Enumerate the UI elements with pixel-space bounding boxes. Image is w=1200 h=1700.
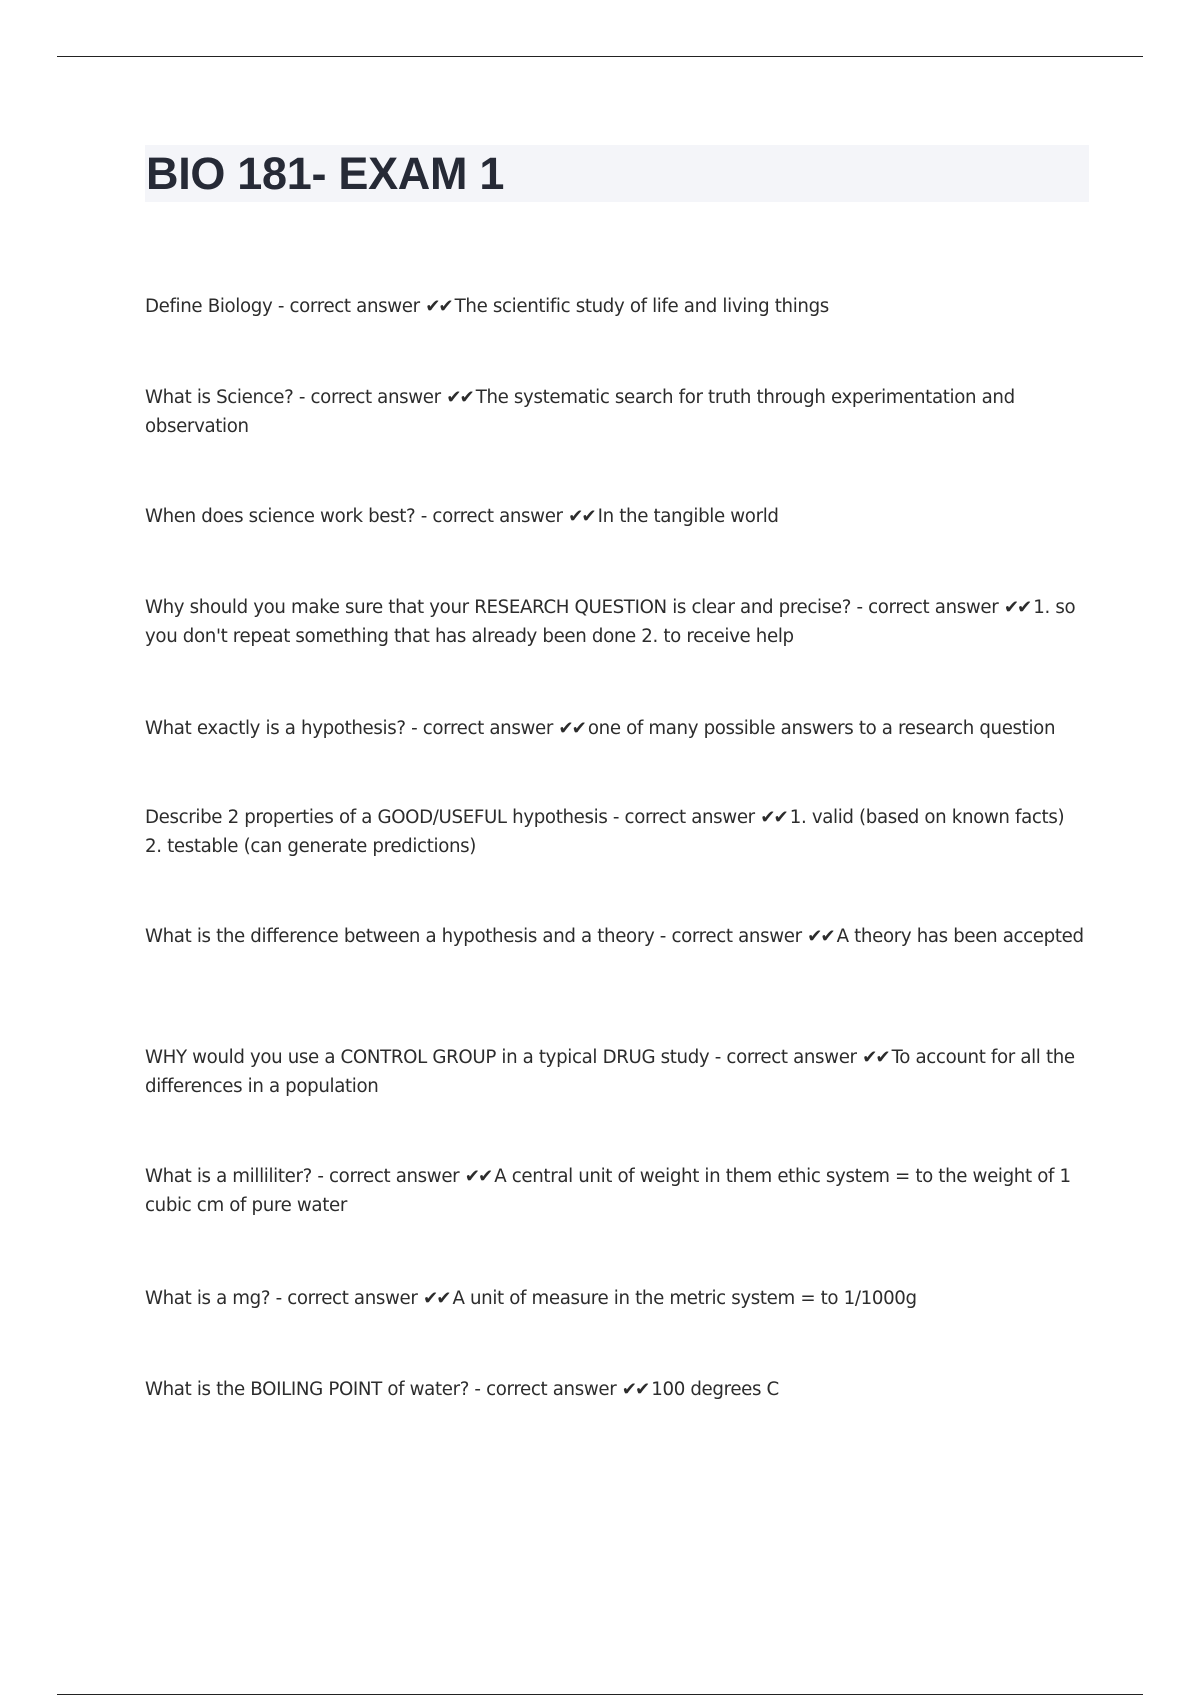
qa-item: Define Biology - correct answer ✔✔ The scientific study of life and living things bbox=[145, 296, 829, 317]
answer-text: The systematic search for truth through experimentation and observation bbox=[145, 387, 1015, 437]
qa-item: WHY would you use a CONTROL GROUP in a typical DRUG study - correct answer ✔✔ To account for all the differences in a population bbox=[145, 1047, 1075, 1097]
double-check-icon: ✔✔ bbox=[425, 296, 452, 317]
question-text: WHY would you use a CONTROL GROUP in a typical DRUG study bbox=[145, 1047, 710, 1068]
double-check-icon: ✔✔ bbox=[568, 506, 595, 527]
double-check-icon: ✔✔ bbox=[807, 926, 834, 947]
answer-marker: correct answer bbox=[671, 926, 802, 947]
double-check-icon: ✔✔ bbox=[862, 1047, 889, 1068]
answer-marker: correct answer bbox=[726, 1047, 857, 1068]
answer-text: A unit of measure in the metric system = to 1/1000g bbox=[452, 1288, 917, 1309]
double-check-icon: ✔✔ bbox=[422, 1288, 450, 1309]
double-check-icon: ✔✔ bbox=[621, 1379, 649, 1400]
qa-item: What is Science? - correct answer ✔✔ The systematic search for truth through experimentation and observation bbox=[145, 387, 1015, 437]
answer-marker: correct answer bbox=[329, 1166, 460, 1187]
question-text: Why should you make sure that your RESEARCH QUESTION is clear and precise? bbox=[145, 597, 852, 618]
question-text: Define Biology bbox=[145, 296, 273, 317]
answer-marker: correct answer bbox=[422, 718, 553, 739]
answer-text: In the tangible world bbox=[597, 506, 779, 527]
answer-marker: correct answer bbox=[486, 1379, 617, 1400]
double-check-icon: ✔✔ bbox=[558, 718, 585, 739]
answer-marker: correct answer bbox=[432, 506, 563, 527]
bottom-rule bbox=[57, 1694, 1143, 1695]
question-text: When does science work best? bbox=[145, 506, 416, 527]
question-text: What is Science? bbox=[145, 387, 294, 408]
qa-item: Why should you make sure that your RESEARCH QUESTION is clear and precise? - correct answer ✔✔ 1. so you don't repeat something that has already been done 2. to receive help bbox=[145, 597, 1076, 647]
page-title: BIO 181- EXAM 1 bbox=[146, 148, 505, 199]
answer-marker: correct answer bbox=[624, 807, 755, 828]
answer-marker: correct answer bbox=[868, 597, 999, 618]
qa-item: What is a milliliter? - correct answer ✔✔ A central unit of weight in them ethic system = to the weight of 1 cubic cm of pure water bbox=[145, 1166, 1071, 1216]
qa-item: Describe 2 properties of a GOOD/USEFUL hypothesis - correct answer ✔✔ 1. valid (based on known facts) 2. testable (can generate predictions) bbox=[145, 807, 1065, 857]
answer-marker: correct answer bbox=[287, 1288, 418, 1309]
question-text: What is a milliliter? bbox=[145, 1166, 312, 1187]
answer-text: 100 degrees C bbox=[651, 1379, 779, 1400]
question-text: Describe 2 properties of a GOOD/USEFUL hypothesis bbox=[145, 807, 608, 828]
qa-item: What exactly is a hypothesis? - correct answer ✔✔ one of many possible answers to a research question bbox=[145, 718, 1056, 739]
double-check-icon: ✔✔ bbox=[1003, 597, 1031, 618]
top-rule bbox=[57, 56, 1143, 57]
qa-item: What is a mg? - correct answer ✔✔ A unit of measure in the metric system = to 1/1000g bbox=[145, 1288, 917, 1309]
question-text: What is the difference between a hypothesis and a theory bbox=[145, 926, 655, 947]
question-text: What is the BOILING POINT of water? bbox=[145, 1379, 469, 1400]
question-text: What is a mg? bbox=[145, 1288, 271, 1309]
double-check-icon: ✔✔ bbox=[464, 1166, 492, 1187]
answer-text: one of many possible answers to a research question bbox=[587, 718, 1056, 739]
answer-text: A theory has been accepted bbox=[836, 926, 1084, 947]
answer-marker: correct answer bbox=[289, 296, 420, 317]
double-check-icon: ✔✔ bbox=[446, 387, 473, 408]
qa-item: What is the difference between a hypothesis and a theory - correct answer ✔✔ A theory has been accepted bbox=[145, 926, 1084, 947]
double-check-icon: ✔✔ bbox=[760, 807, 787, 828]
qa-item: When does science work best? - correct answer ✔✔ In the tangible world bbox=[145, 506, 779, 527]
answer-text: 1. valid (based on known facts) 2. testable (can generate predictions) bbox=[145, 807, 1065, 857]
answer-marker: correct answer bbox=[310, 387, 441, 408]
answer-text: 1. so you don't repeat something that has already been done 2. to receive help bbox=[145, 597, 1076, 647]
answer-text: A central unit of weight in them ethic system = to the weight of 1 cubic cm of pure water bbox=[145, 1166, 1071, 1216]
question-text: What exactly is a hypothesis? bbox=[145, 718, 406, 739]
answer-text: To account for all the differences in a population bbox=[145, 1047, 1075, 1097]
answer-text: The scientific study of life and living things bbox=[454, 296, 829, 317]
qa-item: What is the BOILING POINT of water? - correct answer ✔✔ 100 degrees C bbox=[145, 1379, 779, 1400]
